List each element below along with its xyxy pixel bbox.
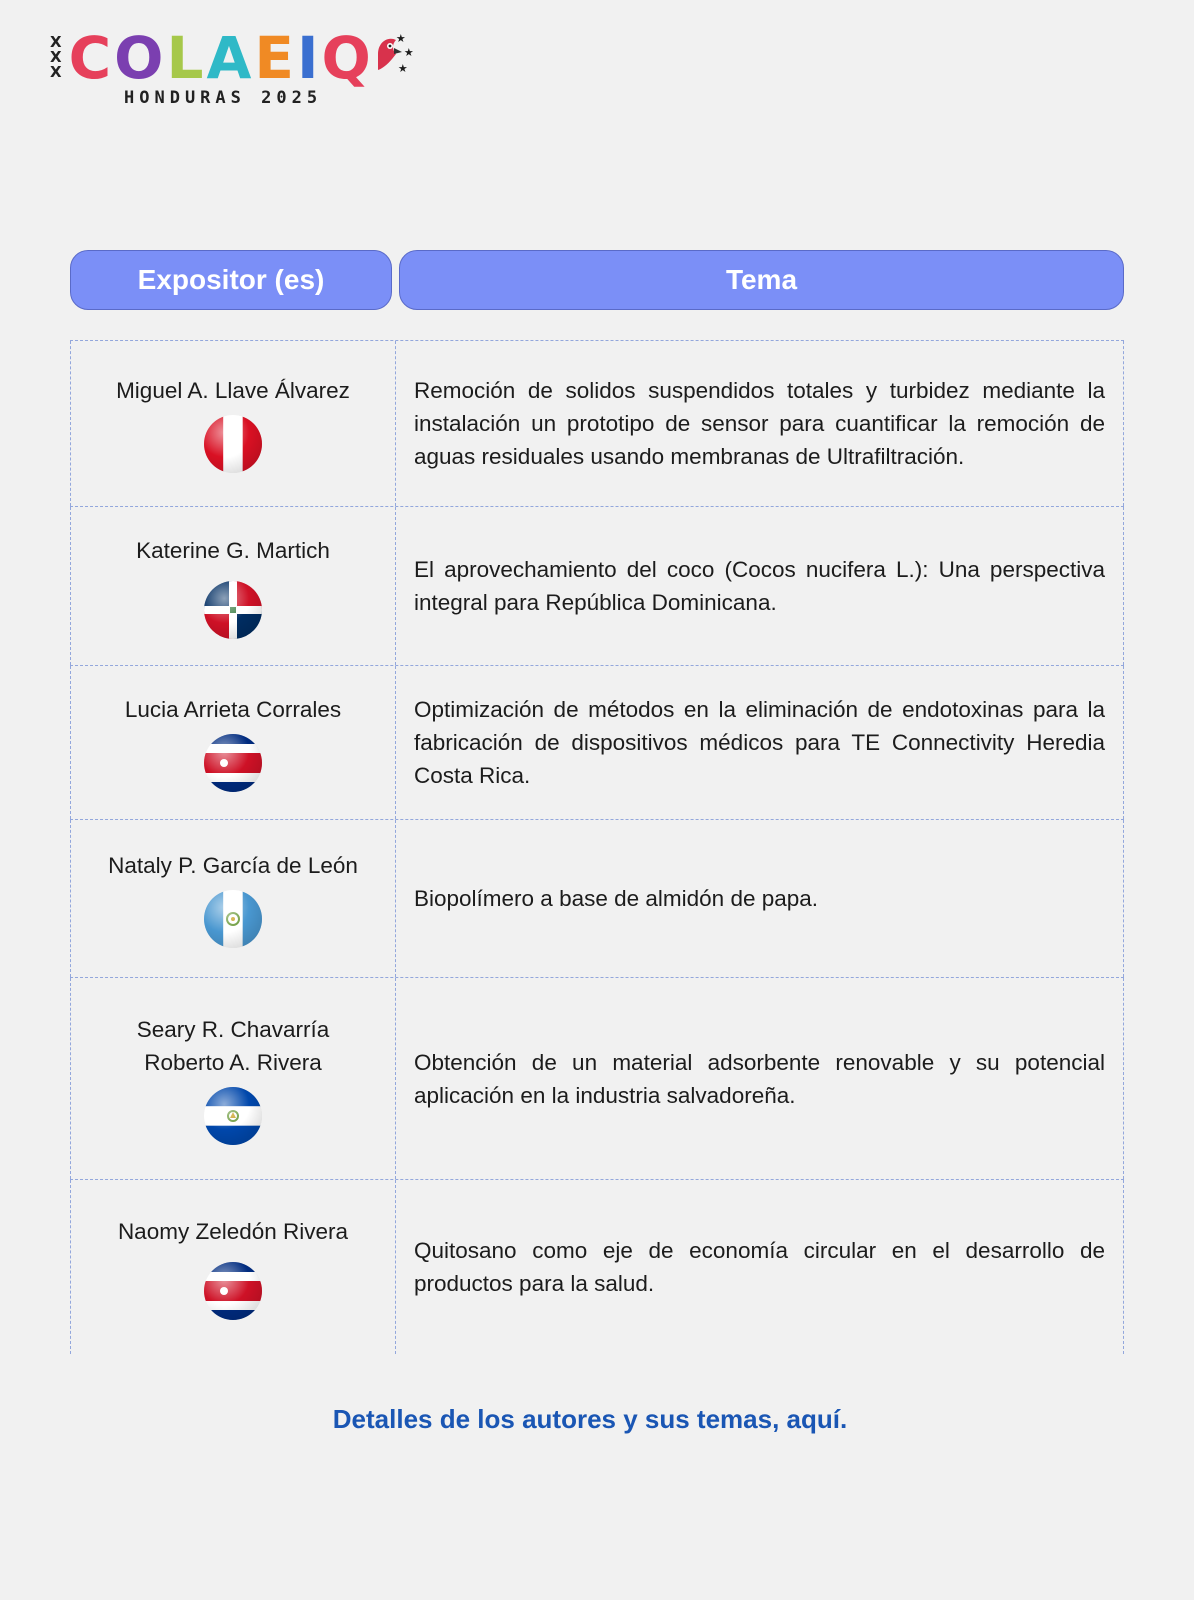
topic-text: El aprovechamiento del coco (Cocos nucifera L.): Una perspectiva integral para República Dominicana. [414, 557, 1105, 615]
logo-wordmark [50, 24, 414, 92]
star-icon: ★ [395, 33, 406, 45]
logo-roman-x1: X [50, 33, 62, 51]
speaker-cell [70, 978, 396, 1179]
logo-letter-l: L [166, 24, 204, 92]
topic-cell [396, 666, 1124, 819]
table-row [70, 340, 1124, 506]
speaker-name: Miguel A. Llave Álvarez [116, 378, 350, 403]
logo-roman-numeral [50, 35, 62, 80]
table-row [70, 977, 1124, 1179]
topic-cell [396, 341, 1124, 506]
header-expositor: Expositor (es) [70, 250, 392, 310]
costa-rica-flag-icon [204, 1262, 262, 1320]
table-row [70, 1179, 1124, 1354]
logo-roman-x3: X [50, 63, 62, 81]
table-row [70, 506, 1124, 665]
dominican-republic-flag-icon [204, 581, 262, 639]
speaker-name: Naomy Zeledón Rivera [117, 1218, 349, 1244]
topic-text: Optimización de métodos en la eliminación de endotoxinas para la fabricación de dispositivos médicos para TE Connectivity Heredia Costa Rica. [414, 697, 1105, 788]
speaker-name: Nataly P. García de León [108, 853, 358, 878]
topic-cell [396, 507, 1124, 665]
header-tema: Tema [399, 250, 1124, 310]
topic-text: Biopolímero a base de almidón de papa. [414, 886, 819, 911]
logo-roman-x2: X [50, 48, 62, 66]
table-row [70, 819, 1124, 977]
logo-letter-a: A [206, 24, 252, 92]
logo-letter-c: C [68, 24, 112, 92]
logo-letter-q: Q [321, 24, 371, 92]
table-row [70, 665, 1124, 819]
logo-letter-o: O [114, 24, 164, 92]
topic-cell [396, 820, 1124, 977]
logo-subtitle: HONDURAS 2025 [124, 88, 323, 108]
topic-text: Remoción de solidos suspendidos totales y turbidez mediante la instalación un prototipo de sensor para cuantificar la remoción de aguas residuales usando membranas de Ultrafiltración. [414, 378, 1105, 469]
parrot-icon [374, 32, 414, 84]
topic-text: Obtención de un material adsorbente renovable y su potencial aplicación en la industria salvadoreña. [414, 1049, 1105, 1108]
speaker-cell [70, 1180, 396, 1354]
topic-cell [396, 1180, 1124, 1354]
speaker-name: Roberto A. Rivera [144, 1049, 322, 1075]
guatemala-flag-icon [204, 890, 262, 948]
costa-rica-flag-icon [204, 734, 262, 792]
speaker-cell [70, 341, 396, 506]
speaker-name: Seary R. Chavarría [136, 1016, 330, 1042]
star-icon: ★ [397, 63, 408, 75]
el-salvador-flag-icon [204, 1087, 262, 1145]
star-icon: ★ [403, 47, 414, 59]
topic-cell [396, 978, 1124, 1179]
peru-flag-icon [204, 415, 262, 473]
speaker-name: Lucia Arrieta Corrales [124, 697, 342, 722]
speakers-table [70, 340, 1124, 1354]
logo-letter-e: E [254, 24, 294, 92]
speaker-cell [70, 820, 396, 977]
colaeiq-logo [50, 24, 414, 116]
speaker-name: Katerine G. Martich [136, 537, 330, 563]
logo-letter-i: I [296, 24, 319, 92]
speaker-cell [70, 507, 396, 665]
speaker-cell [70, 666, 396, 819]
topic-text: Quitosano como eje de economía circular en el desarrollo de productos para la salud. [414, 1238, 1105, 1296]
authors-details-link[interactable]: Detalles de los autores y sus temas, aquí. [332, 1404, 848, 1434]
